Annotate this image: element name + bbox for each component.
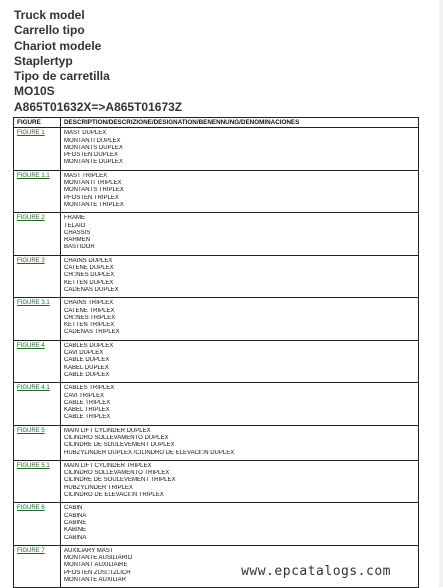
description-line: CHAINS TRIPLEX [64, 300, 114, 307]
table-row [14, 503, 419, 545]
figure-link[interactable]: FIGURE 6 [17, 505, 45, 512]
table-row [14, 383, 419, 425]
description-line: MONTANTE DUPLEX [64, 159, 123, 166]
header-line-serial-range: A865T01632X=>A865T01673Z [14, 99, 183, 114]
table-row [14, 255, 419, 297]
description-line: KABEL TRIPLEX [64, 407, 110, 414]
table-row [14, 298, 419, 340]
figure-link[interactable]: FIGURE 3.1 [17, 300, 50, 307]
header-line-tipo-carretilla: Tipo de carretilla [14, 69, 110, 84]
description-cell [61, 460, 419, 502]
figure-link[interactable]: FIGURE 4 [17, 342, 45, 349]
description-cell [61, 340, 419, 382]
description-line: CILINDRO DE ELEVACI□N TRIPLEX [64, 492, 164, 499]
table-row [14, 425, 419, 460]
figure-index-table [13, 117, 419, 588]
table-row [14, 340, 419, 382]
description-line: KABEL DUPLEX [64, 364, 109, 371]
figure-cell [14, 503, 61, 545]
figure-cell [14, 298, 61, 340]
description-line: MONTANTS TRIPLEX [64, 187, 124, 194]
description-line: MONTANTI TRIPLEX [64, 180, 122, 187]
description-line: CABIN [64, 505, 83, 512]
figure-link[interactable]: FIGURE 3 [17, 257, 45, 264]
description-line: CILINDRE DE SOULEVEMENT DUPLEX [64, 442, 175, 449]
description-line: MAST TRIPLEX [64, 172, 108, 179]
description-line: CADENAS TRIPLEX [64, 329, 120, 336]
description-line: MAST DUPLEX [64, 130, 107, 137]
figure-link[interactable]: FIGURE 2 [17, 215, 45, 222]
description-line: MONTANTE TRIPLEX [64, 201, 124, 208]
description-cell [61, 298, 419, 340]
figure-link[interactable]: FIGURE 7 [17, 547, 45, 554]
description-line: CABLE TRIPLEX [64, 414, 111, 421]
description-line: MONTANTS DUPLEX [64, 144, 123, 151]
description-line: MAIN LIFT CYLINDER TRIPLEX [64, 462, 152, 469]
description-line: PFOSTEN TRIPLEX [64, 194, 119, 201]
figure-link[interactable]: FIGURE 5.1 [17, 462, 50, 469]
truck-model-header [14, 8, 182, 115]
description-cell [61, 503, 419, 545]
description-line: RAHMEN [64, 237, 91, 244]
header-line-model-code: MO10S [14, 84, 55, 99]
description-cell [61, 128, 419, 170]
description-line: CHAINS DUPLEX [64, 257, 113, 264]
watermark-text: www.epcatalogs.com [241, 564, 391, 579]
table-header-row [14, 118, 419, 128]
description-cell [61, 383, 419, 425]
description-line: CILINDRO SOLLEVAMENTO DUPLEX [64, 434, 169, 441]
figure-cell [14, 545, 61, 587]
figure-cell [14, 340, 61, 382]
description-line: CADENAS DUPLEX [64, 286, 119, 293]
description-line: CATENE DUPLEX [64, 265, 114, 272]
table-row [14, 213, 419, 255]
description-line: CILINDRO SOLLEVAMENTO TRIPLEX [64, 470, 170, 477]
figure-cell [14, 213, 61, 255]
header-line-staplertyp: Staplertyp [14, 53, 73, 68]
description-line: KETTEN DUPLEX [64, 279, 114, 286]
figure-cell [14, 128, 61, 170]
description-line: CABLE DUPLEX [64, 357, 110, 364]
description-cell [61, 213, 419, 255]
description-line: CABLE DUPLEX [64, 371, 110, 378]
table-row [14, 460, 419, 502]
description-line: FRAME [64, 215, 85, 222]
description-line: CABLE TRIPLEX [64, 399, 111, 406]
description-line: CILINDRE DE SOULEVEMENT TRIPLEX [64, 477, 176, 484]
figure-cell [14, 425, 61, 460]
description-line: KETTEN TRIPLEX [64, 322, 115, 329]
description-line: CAVI DUPLEX [64, 350, 104, 357]
description-cell [61, 170, 419, 212]
description-line: CABINA [64, 534, 87, 541]
description-line: KABINE [64, 527, 87, 534]
description-line: CH□NES DUPLEX [64, 272, 115, 279]
description-line: CABLES TRIPLEX [64, 385, 115, 392]
description-line: TELAIO [64, 222, 86, 229]
description-line: MONTANTE AUXILIAR [64, 577, 126, 584]
column-header-figure: FIGURE [14, 118, 61, 128]
figure-cell [14, 383, 61, 425]
description-line: BASTIDOR [64, 244, 95, 251]
description-line: CH□NES TRIPLEX [64, 314, 116, 321]
description-line: MAIN LIFT CYLINDER DUPLEX [64, 427, 151, 434]
header-line-carrello-tipo: Carrello tipo [14, 23, 85, 38]
table-row [14, 170, 419, 212]
description-line: MONTANTE AUSILIARIO [64, 555, 133, 562]
description-line: CABINA [64, 512, 87, 519]
figure-link[interactable]: FIGURE 4.1 [17, 385, 50, 392]
description-line: HUBZYLINDER DUPLEX /CILINDRO DE ELEVACI□N DUPLEX [64, 449, 235, 456]
column-header-description: DESCRIPTION/DESCRIZIONE/DESIGNATION/BENENNUNG/DENOMINACIONES [61, 118, 419, 128]
figure-link[interactable]: FIGURE 1.1 [17, 172, 50, 179]
description-line: CATENE TRIPLEX [64, 307, 115, 314]
header-line-chariot-modele: Chariot modele [14, 38, 102, 53]
description-line: AUXILIARY MAST [64, 547, 114, 554]
description-line: MONTANTI DUPLEX [64, 137, 121, 144]
description-line: HUBZYLINDER TRIPLEX [64, 484, 133, 491]
figure-link[interactable]: FIGURE 1 [17, 130, 45, 137]
description-cell [61, 255, 419, 297]
description-line: CABLES DUPLEX [64, 342, 114, 349]
description-line: CABINE [64, 519, 87, 526]
vertical-scrollbar[interactable] [439, 0, 443, 587]
figure-link[interactable]: FIGURE 5 [17, 427, 45, 434]
header-line-truck-model: Truck model [14, 8, 85, 22]
figure-cell [14, 460, 61, 502]
figure-cell [14, 170, 61, 212]
table-row [14, 128, 419, 170]
description-line: PFOSTEN DUPLEX [64, 152, 119, 159]
description-line: PFOSTEN ZUS□TZLICH [64, 569, 131, 576]
figure-cell [14, 255, 61, 297]
description-line: CAVI TRIPLEX [64, 392, 105, 399]
description-line: MONTANT AUXILIAIRE [64, 562, 128, 569]
description-cell [61, 425, 419, 460]
description-line: CHASSIS [64, 229, 91, 236]
